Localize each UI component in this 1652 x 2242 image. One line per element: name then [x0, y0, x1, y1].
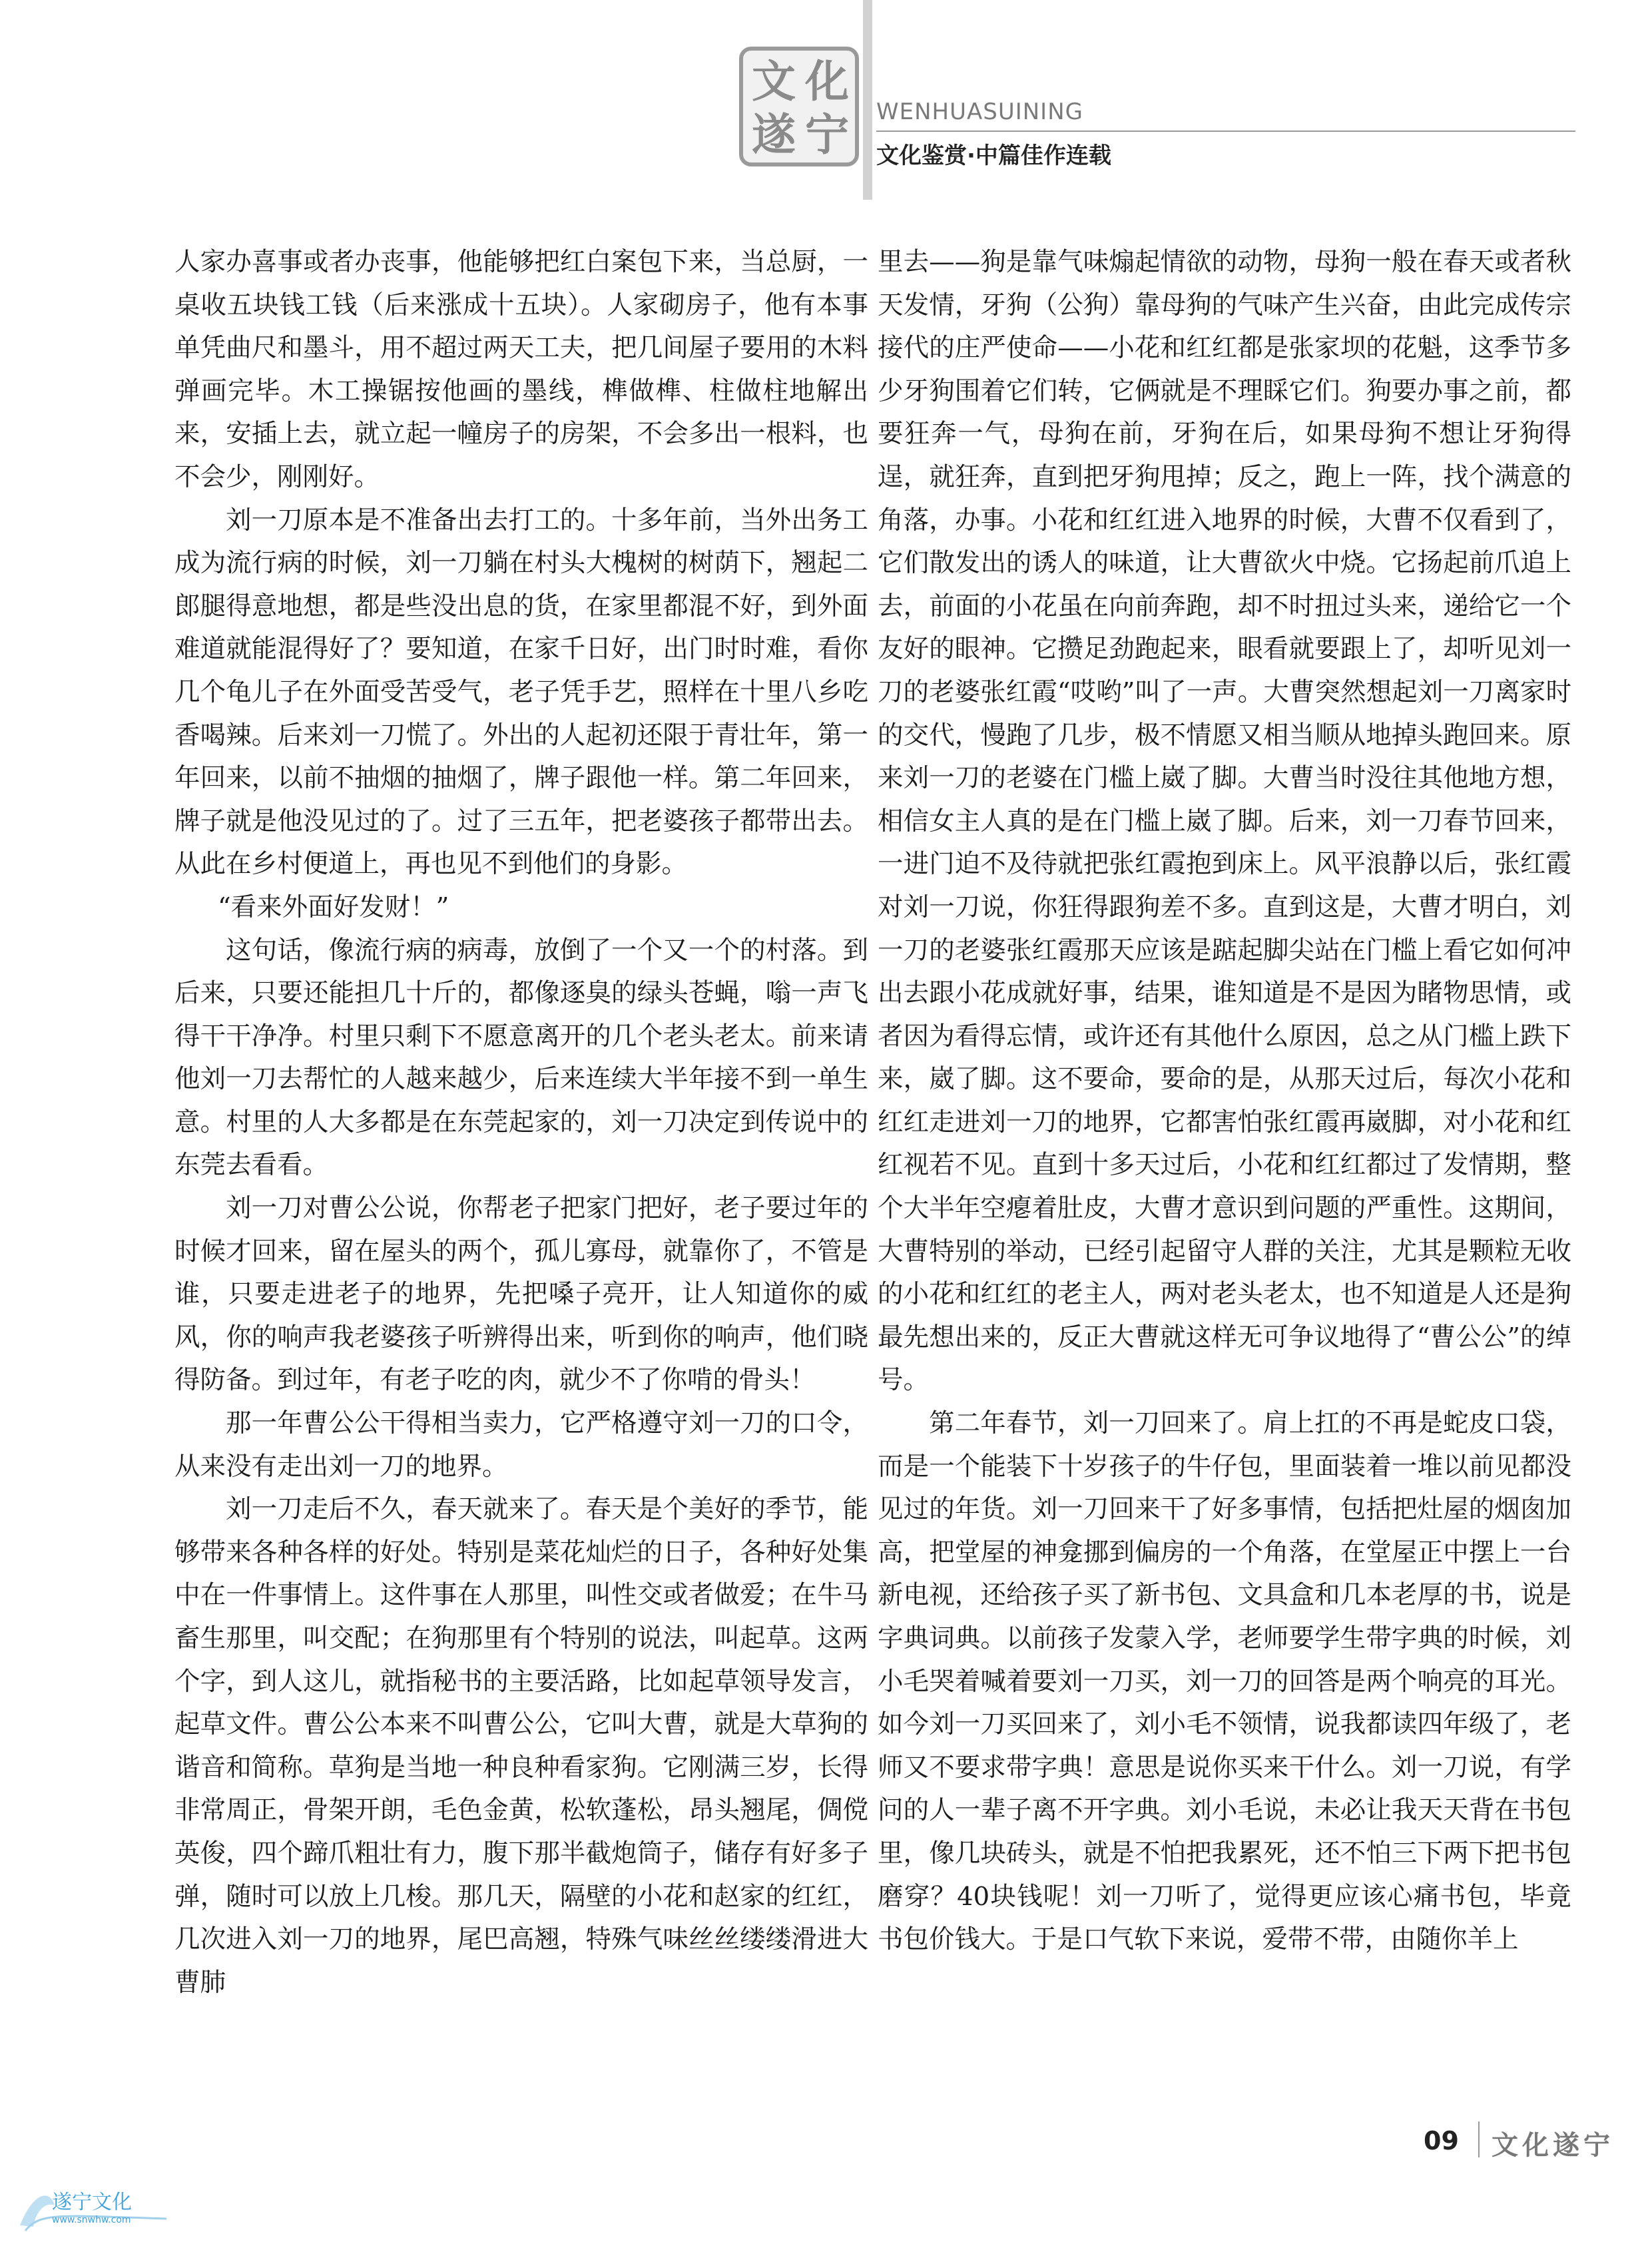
paragraph: 刘一刀走后不久，春天就来了。春天是个美好的季节，能够带来各种各样的好处。特别是菜花灿烂的日子，各种好处集中在一件事情上。这件事在人那里，叫性交或者做爱；在牛马畜生那里，叫交配；在狗那里有个特别的说法，叫起草。这两个字，到人这儿，就指秘书的主要活路，比如起草领导发言，起草文件。曹公公本来不叫曹公公，它叫大曹，就是大草狗的谐音和简称。草狗是当地一种良种看家狗。它刚满三岁，长得非常周正，骨架开朗，毛色金黄，松软蓬松，昂头翘尾，倜傥英俊，四个蹄爪粗壮有力，腹下那半截炮筒子，储存有好多子弹，随时可以放上几梭。那几天，隔壁的小花和赵家的红红，几次进入刘一刀的地界，尾巴高翘，特殊气味丝丝缕缕滑进大曹肺	[174, 1494, 868, 1998]
dialogue-line: “看来外面好发财！”	[218, 892, 449, 922]
header-rule	[876, 131, 1575, 132]
brand-english: WENHUASUINING	[876, 99, 1083, 125]
paragraph: 人家办喜事或者办丧事，他能够把红白案包下来，当总厨，一桌收五块钱工钱（后来涨成十五块）。人家砌房子，他有本事单凭曲尺和墨斗，用不超过两天工夫，把几间屋子要用的木料弹画完毕。木工操锯按他画的墨线，榫做榫、柱做柱地解出来，安插上去，就立起一幢房子的房架，不会多出一根料，也不会少，刚刚好。	[174, 247, 868, 492]
magazine-seal-logo	[739, 47, 859, 166]
paragraph: 刘一刀原本是不准备出去打工的。十多年前，当外出务工成为流行病的时候，刘一刀躺在村头大槐树的树荫下，翘起二郎腿得意地想，都是些没出息的货，在家里都混不好，到外面难道就能混得好了？要知道，在家千日好，出门时时难，看你几个龟儿子在外面受苦受气，老子凭手艺，照样在十里八乡吃香喝辣。后来刘一刀慌了。外出的人起初还限于青壮年，第一年回来，以前不抽烟的抽烟了，牌子跟他一样。第二年回来，牌子就是他没见过的了。过了三五年，把老婆孩子都带出去。从此在乡村便道上，再也见不到他们的身影。	[174, 505, 868, 880]
paragraph: 第二年春节，刘一刀回来了。肩上扛的不再是蛇皮口袋，而是一个能装下十岁孩子的牛仔包，里面装着一堆以前见都没见过的年货。刘一刀回来干了好多事情，包括把灶屋的烟囱加高，把堂屋的神龛挪到偏房的一个角落，在堂屋正中摆上一台新电视，还给孩子买了新书包、文具盒和几本老厚的书，说是字典词典。以前孩子发蒙入学，老师要学生带字典的时候，刘小毛哭着喊着要刘一刀买，刘一刀的回答是两个响亮的耳光。如今刘一刀买回来了，刘小毛不领情，说我都读四年级了，老师又不要求带字典！意思是说你买来干什么。刘一刀说，有学问的人一辈子离不开字典。刘小毛说，未必让我天天背在书包里，像几块砖头，就是不怕把我累死，还不怕三下两下把书包磨穿？40块钱呢！刘一刀听了，觉得更应该心痛书包，毕竟书包价钱大。于是口气软下来说，爱带不带，由随你羊上	[878, 1408, 1571, 1955]
seal-char: 化	[805, 55, 849, 107]
seal-char: 遂	[752, 109, 796, 160]
section-subtitle: 文化鉴赏·中篇佳作连载	[876, 142, 1111, 169]
watermark-name: 遂宁文化	[52, 2191, 132, 2214]
footer-magazine-title: 文化遂宁	[1492, 2129, 1614, 2161]
paragraph: 这句话，像流行病的病毒，放倒了一个又一个的村落。到后来，只要还能担几十斤的，都像逐臭的绿头苍蝇，嗡一声飞得干干净净。村里只剩下不愿意离开的几个老头老太。前来请他刘一刀去帮忙的人越来越少，后来连续大半年接不到一单生意。村里的人大多都是在东莞起家的，刘一刀决定到传说中的东莞去看看。	[174, 935, 868, 1181]
left-column	[174, 241, 868, 2004]
footer-separator	[1478, 2121, 1480, 2157]
paragraph: 那一年曹公公干得相当卖力，它严格遵守刘一刀的口令，从来没有走出刘一刀的地界。	[174, 1408, 868, 1482]
seal-char: 宁	[805, 109, 849, 160]
paragraph: 里去——狗是靠气味煽起情欲的动物，母狗一般在春天或者秋天发情，牙狗（公狗）靠母狗的气味产生兴奋，由此完成传宗接代的庄严使命——小花和红红都是张家坝的花魁，这季节多少牙狗围着它们转，它俩就是不理睬它们。狗要办事之前，都要狂奔一气，母狗在前，牙狗在后，如果母狗不想让牙狗得逞，就狂奔，直到把牙狗甩掉；反之，跑上一阵，找个满意的角落，办事。小花和红红进入地界的时候，大曹不仅看到了，它们散发出的诱人的味道，让大曹欲火中烧。它扬起前爪追上去，前面的小花虽在向前奔跑，却不时扭过头来，递给它一个友好的眼神。它攒足劲跑起来，眼看就要跟上了，却听见刘一刀的老婆张红霞“哎哟”叫了一声。大曹突然想起刘一刀离家时的交代，慢跑了几步，极不情愿又相当顺从地掉头跑回来。原来刘一刀的老婆在门槛上崴了脚。大曹当时没往其他地方想，相信女主人真的是在门槛上崴了脚。后来，刘一刀春节回来，一进门迫不及待就把张红霞抱到床上。风平浪静以后，张红霞对刘一刀说，你狂得跟狗差不多。直到这是，大曹才明白，刘一刀的老婆张红霞那天应该是踮起脚尖站在门槛上看它如何冲出去跟小花成就好事，结果，谁知道是不是因为睹物思情，或者因为看得忘情，或许还有其他什么原因，总之从门槛上跌下来，崴了脚。这不要命，要命的是，从那天过后，每次小花和红红走进刘一刀的地界，它都害怕张红霞再崴脚，对小花和红红视若不见。直到十多天过后，小花和红红都过了发情期，整个大半年空瘪着肚皮，大曹才意识到问题的严重性。这期间，大曹特别的举动，已经引起留守人群的关注，尤其是颗粒无收的小花和红红的老主人，两对老头老太，也不知道是人还是狗最先想出来的，反正大曹就这样无可争议地得了“曹公公”的绰号。	[878, 247, 1571, 1396]
page-number: 09	[1424, 2126, 1459, 2155]
watermark-url: www.snwhw.com	[52, 2215, 131, 2225]
right-column	[878, 241, 1571, 1962]
paragraph: 刘一刀对曹公公说，你帮老子把家门把好，老子要过年的时候才回来，留在屋头的两个，孤儿寡母，就靠你了，不管是谁，只要走进老子的地界，先把嗓子亮开，让人知道你的威风，你的响声我老婆孩子听辨得出来，听到你的响声，他们晓得防备。到过年，有老子吃的肉，就少不了你啃的骨头！	[174, 1193, 868, 1396]
header-vertical-rule	[863, 0, 872, 200]
seal-char: 文	[752, 55, 796, 107]
